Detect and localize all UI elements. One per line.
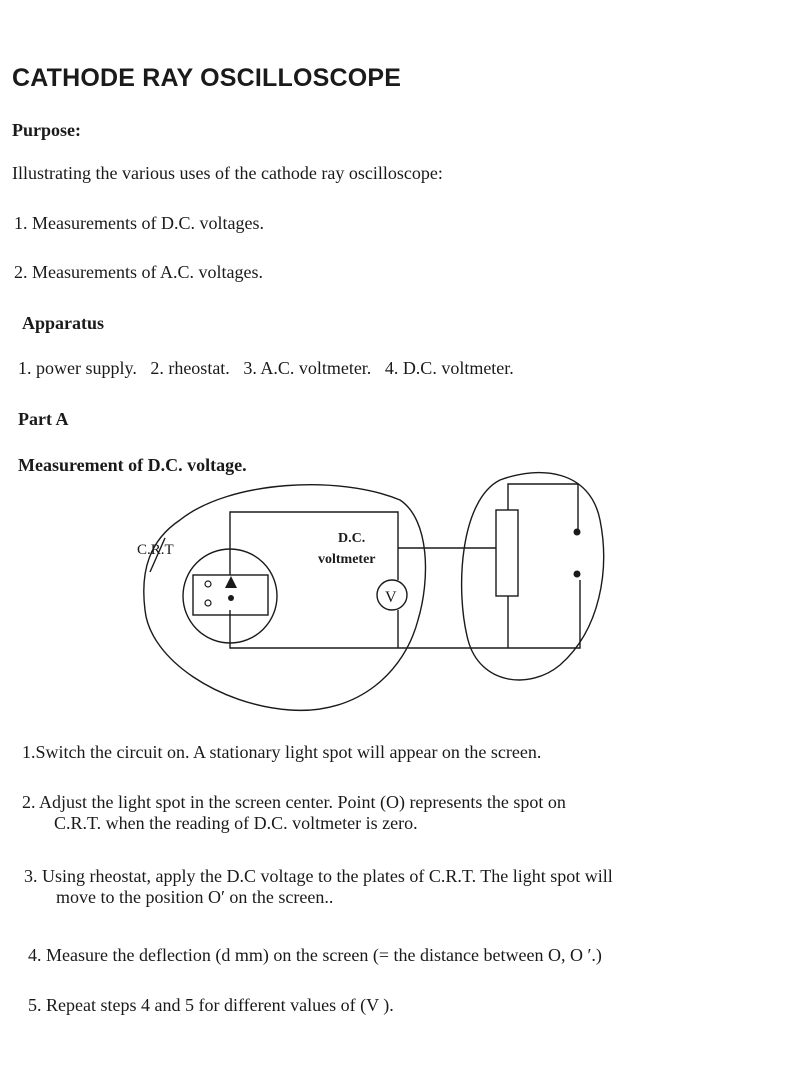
step-5	[28, 995, 394, 1016]
enclosure-right	[462, 473, 604, 680]
step-2	[22, 792, 566, 834]
step-5-text: 5. Repeat steps 4 and 5 for different values of (V ).	[28, 995, 394, 1015]
voltmeter-symbol: V	[385, 589, 397, 606]
enclosure-left	[144, 485, 426, 711]
step-1-text: 1.Switch the circuit on. A stationary light spot will appear on the screen.	[22, 742, 542, 762]
step-2-line-2: C.R.T. when the reading of D.C. voltmeter is zero.	[54, 813, 418, 833]
step-3-line-1: 3. Using rheostat, apply the D.C voltage to the plates of C.R.T. The light spot will	[24, 866, 613, 886]
part-a-heading: Part A	[18, 409, 69, 429]
step-1	[22, 742, 541, 763]
apparatus-item-1: 1. power supply.	[18, 358, 137, 378]
part-a-subheading: Measurement of D.C. voltage.	[18, 455, 247, 475]
terminal-dot	[574, 529, 581, 536]
apparatus-list	[18, 358, 514, 379]
purpose-item-1: 1. Measurements of D.C. voltages.	[14, 213, 264, 233]
rheostat-body	[496, 510, 518, 596]
spot-arrow	[225, 576, 237, 588]
apparatus-item-3: 3. A.C. voltmeter.	[243, 358, 372, 378]
step-3-line-2: move to the position O′ on the screen..	[56, 887, 334, 907]
step-4	[28, 945, 602, 966]
apparatus-item-2: 2. rheostat.	[150, 358, 230, 378]
crt-label: C.R.T	[137, 542, 174, 558]
page-title: CATHODE RAY OSCILLOSCOPE	[12, 64, 402, 92]
spot-o	[205, 581, 211, 587]
purpose-item-2: 2. Measurements of A.C. voltages.	[14, 262, 263, 282]
step-3	[24, 866, 613, 908]
spot-o	[205, 600, 211, 606]
apparatus-heading: Apparatus	[22, 313, 105, 333]
apparatus-item-4: 4. D.C. voltmeter.	[384, 358, 514, 378]
circuit-diagram	[0, 460, 810, 720]
circuit-wire	[230, 512, 398, 580]
purpose-heading: Purpose:	[12, 120, 81, 140]
voltmeter-label-1: D.C.	[338, 531, 366, 546]
step-4-text: 4. Measure the deflection (d mm) on the screen (= the distance between O, O ′.)	[28, 945, 602, 965]
step-2-line-1: 2. Adjust the light spot in the screen center. Point (O) represents the spot on	[22, 792, 566, 812]
terminal-dot	[574, 571, 581, 578]
purpose-intro: Illustrating the various uses of the cathode ray oscilloscope:	[12, 163, 443, 183]
circuit-wire-bottom	[230, 580, 580, 648]
spot-dot	[228, 595, 234, 601]
voltmeter-label-2: voltmeter	[318, 552, 376, 567]
